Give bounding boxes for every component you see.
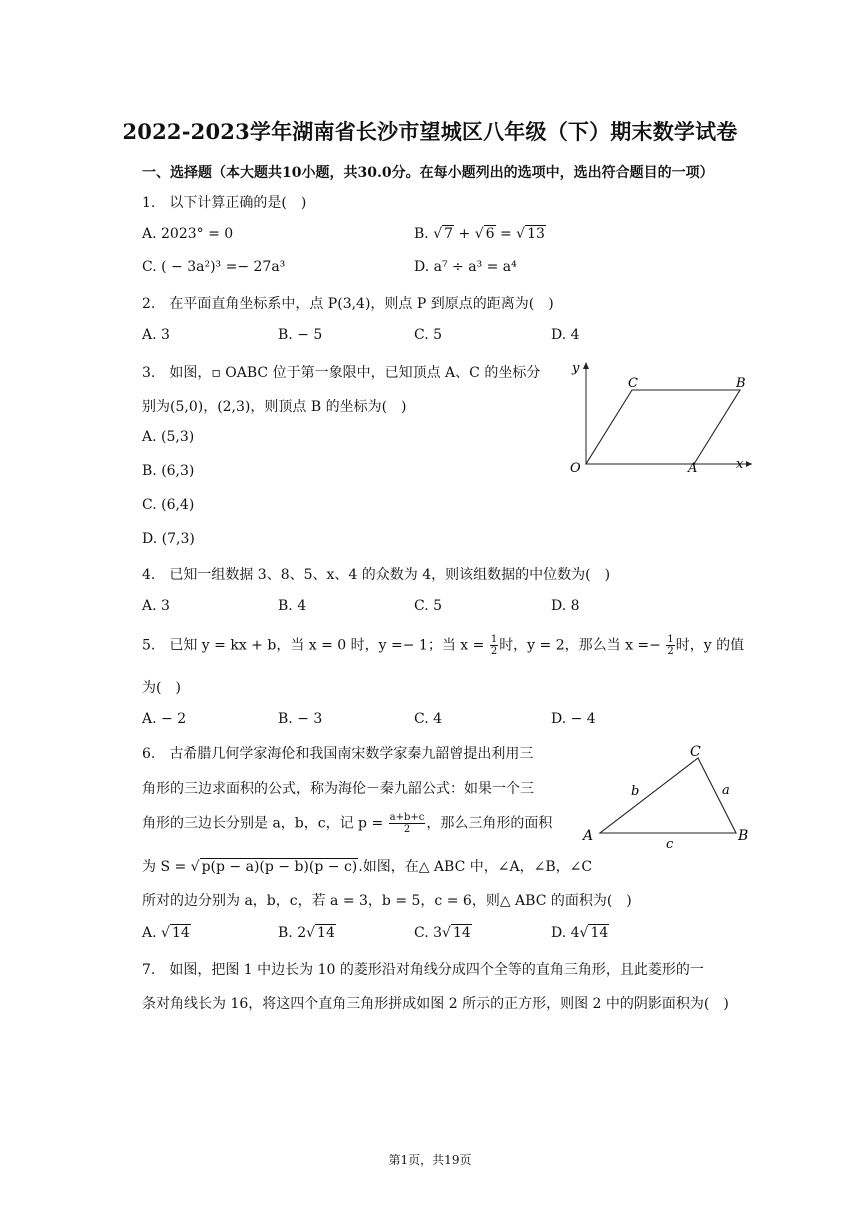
question-2-option-c: C. 5 [414, 327, 443, 343]
question-6-option-d: D. 4√ 14 [551, 925, 609, 941]
question-5-option-b: B. − 3 [278, 711, 323, 727]
question-3-option-a: A. (5,3) [142, 429, 195, 445]
question-6-stem-line3: 角形的三边长分别是 a，b，c，记 p = $\frac{a+b+c}{2}$ ，那么三角形的面积 [142, 812, 553, 835]
question-6-option-a: A. √ 14 [142, 925, 190, 941]
question-6-stem-line4: 为 S = √ p(p − a)(p − b)(p − c).如图，在△ ABC 中，∠A，∠B，∠C [142, 859, 593, 875]
vertex-c-label: C [690, 744, 701, 760]
question-4-option-a: A. 3 [142, 598, 170, 614]
question-6-stem-line5: 所对的边分别为 a，b，c，若 a = 3，b = 5，c = 6，则△ ABC 的面积为( ) [142, 893, 632, 909]
vertex-a-label: A [583, 828, 594, 844]
parallelogram-figure [560, 356, 760, 481]
triangle-abc [600, 758, 736, 833]
label-c: C [628, 376, 638, 391]
fraction-semi-perimeter: $\frac{a+b+c}{2}$ [389, 812, 425, 835]
question-7-stem-line2: 条对角线长为 16，将这四个直角三角形拼成如图 2 所示的正方形，则图 2 中的阴影面积为( ) [142, 996, 729, 1012]
question-2-stem: 2. 在平面直角坐标系中，点 P(3,4)，则点 P 到原点的距离为( ) [142, 296, 554, 312]
question-5-stem-line2: 为( ) [142, 680, 181, 696]
question-4-option-b: B. 4 [278, 598, 307, 614]
label-x: x [736, 457, 744, 472]
question-3-option-b: B. (6,3) [142, 463, 195, 479]
label-b: B [736, 376, 746, 391]
side-b-label: b [631, 784, 640, 799]
question-3-option-c: C. (6,4) [142, 497, 195, 513]
y-axis-arrow [583, 362, 589, 369]
question-3-option-d: D. (7,3) [142, 531, 195, 547]
question-4-stem: 4. 已知一组数据 3、8、5、x、4 的众数为 4，则该组数据的中位数为( ) [142, 567, 611, 583]
page-title: 2022-2023学年湖南省长沙市望城区八年级（下）期末数学试卷 [122, 119, 738, 144]
question-4-option-d: D. 8 [551, 598, 580, 614]
question-1-stem: 1. 以下计算正确的是( ) [142, 195, 307, 211]
question-2-option-d: D. 4 [551, 327, 580, 343]
question-6-stem-line2: 角形的三边求面积的公式，称为海伦－秦九韶公式：如果一个三 [142, 781, 534, 797]
side-a-label: a [722, 783, 730, 798]
parallelogram-oabc [586, 390, 740, 464]
question-3-stem-line1: 3. 如图，▫ OABC 位于第一象限中，已知顶点 A、C 的坐标分 [142, 365, 541, 381]
fraction-one-half: $\frac{1}{2}$ [667, 634, 674, 657]
x-axis-arrow [746, 461, 752, 467]
question-3-stem-line2: 别为(5,0)，(2,3)，则顶点 B 的坐标为( ) [142, 399, 407, 415]
question-5-stem-line1: 5. 已知 y = kx + b，当 x = 0 时，y =− 1；当 x = $\frac{1}{2}$ 时，y = 2，那么当 x =− $\frac{1}{2}$ 时，y 的值 [142, 634, 745, 657]
question-5-option-c: C. 4 [414, 711, 443, 727]
heron-formula-root: √ p(p − a)(p − b)(p − c) [190, 859, 358, 875]
question-6-option-b: B. 2√ 14 [278, 925, 335, 941]
page-footer: 第1页，共19页 [388, 1153, 472, 1167]
side-c-label: c [666, 837, 674, 848]
label-a: A [688, 461, 698, 476]
label-o: O [570, 461, 581, 476]
triangle-abc-figure [578, 740, 758, 848]
section-heading: 一、选择题（本大题共10小题，共30.0分。在每小题列出的选项中，选出符合题目的一项） [142, 165, 714, 181]
question-7-stem-line1: 7. 如图，把图 1 中边长为 10 的菱形沿对角线分成四个全等的直角三角形，且此菱形的一 [142, 962, 704, 978]
question-1-option-d: D. a⁷ ÷ a³ = a⁴ [414, 259, 517, 275]
fraction-one-half: $\frac{1}{2}$ [490, 634, 498, 657]
question-5-option-d: D. − 4 [551, 711, 596, 727]
question-2-option-b: B. − 5 [278, 327, 323, 343]
label-y: y [572, 361, 580, 376]
vertex-b-label: B [738, 828, 749, 844]
question-6-option-c: C. 3√ 14 [414, 925, 471, 941]
question-6-stem-line1: 6. 古希腊几何学家海伦和我国南宋数学家秦九韶曾提出利用三 [142, 746, 534, 762]
question-5-option-a: A. − 2 [142, 711, 187, 727]
question-1-option-b: B. √ 7 + √ 6 = √ 13 [414, 226, 545, 242]
question-4-option-c: C. 5 [414, 598, 443, 614]
question-1-option-c: C. ( − 3a²)³ =− 27a³ [142, 259, 286, 275]
question-2-option-a: A. 3 [142, 327, 170, 343]
question-1-option-a: A. 2023° = 0 [142, 226, 234, 242]
